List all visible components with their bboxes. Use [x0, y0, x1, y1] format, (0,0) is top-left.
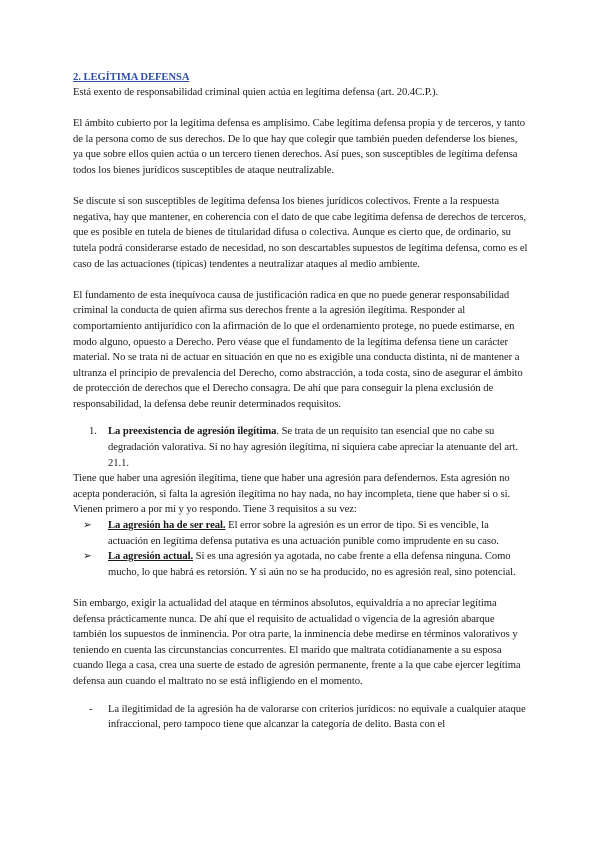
dash-bullet: -: [89, 703, 93, 715]
sub-item-text: Si es una agresión ya agotada, no cabe frente a ella defensa ninguna. Como mucho, lo que habrá es retorsión. Y si aún no se ha producido, no es agresión real, sino potencial.: [108, 551, 516, 578]
dash-item-text: La ilegitimidad de la agresión ha de valorarse con criterios jurídicos: no equivale a cualquier ataque infraccional, pero tampoco tiene que alcanzar la categoría de delito. Basta con el: [108, 703, 526, 731]
paragraph-imminence: Sin embargo, exigir la actualidad del ataque en términos absolutos, equivaldría a no apreciar legítima defensa prácticamente nunca. De ahí que el requisito de actualidad o vigencia de la agresión abarque también los supuestos de inminencia. Por otra parte, la inminencia debe medirse en términos valorativos y teniendo en cuenta las circunstancias concurrentes. El marido que maltrata cotidianamente a su esposa cuando llega a casa, crea una suerte de estado de agresión permanente, frente a la que cabe ejercer legítima defensa aun cuando el maltrato no se está infligiendo en el momento.: [73, 598, 521, 687]
sub-item-heading: La agresión ha de ser real.: [108, 520, 226, 532]
sub-list-item-actual: [73, 549, 529, 580]
paragraph-foundation: El fundamento de esta inequívoca causa de justificación radica en que no puede generar responsabilidad criminal la conducta de quien afirma sus derechos frente a la agresión ilegítima. Responder al comportamiento antijurídico con la afirmación de lo que el ordenamiento protege, no puede estimarse, en modo alguno, opuesto a Derecho. Pero véase que el fundamento de la legítima defensa tiene un carácter material. No se trata ni de actuar en situación en que no es exigible una conducta distinta, ni de mantener a ultranza el principio de prevalencia del Derecho, como abstracción, a toda costa, sino de asegurar el ámbito de protección de derechos que el Derecho consagra. De ahí que para conseguir la plena exclusión de responsabilidad, la defensa debe reunir determinados requisitos.: [73, 289, 523, 410]
sub-item-heading: La agresión actual.: [108, 551, 194, 563]
dash-list-item: [73, 702, 529, 733]
intro-paragraph: Está exento de responsabilidad criminal quien actúa en legítima defensa (art. 20.4C.P.).: [73, 87, 439, 98]
paragraph-collective-goods: Se discute si son susceptibles de legítima defensa los bienes jurídicos colectivos. Frente a la respuesta negativa, hay que mantener, en coherencia con el dato de que cabe legítima defensa de derechos de terceros, que es posible en tutela de bienes de titularidad difusa o colectiva. Aunque es cierto que, de ordinario, su tutela podrá considerarse estado de necesidad, no son descartables supuestos de legítima defensa, como es el caso de las actuaciones (típicas) tendentes a neutralizar ataques al medio ambiente.: [73, 196, 528, 270]
list-item-body: [88, 424, 529, 471]
sub-list-item-real: [73, 518, 529, 549]
paragraph-scope: El ámbito cubierto por la legítima defensa es amplísimo. Cabe legítima defensa propia y de terceros, y tanto de la persona como de sus derechos. De lo que hay que colegir que también pueden defenderse los bienes, ya que sobre ellos quien actúa o un tercero tienen derechos. Así pues, son susceptibles de legítima defensa todos los bienes jurídicos susceptibles de ataque neutralizable.: [73, 118, 526, 176]
sub-item-text: El error sobre la agresión es un error de tipo. Si es vencible, la actuación en legítima defensa putativa es una actuación punible como imprudente en su caso.: [108, 520, 499, 547]
arrow-bullet-icon: ➢: [83, 551, 92, 563]
paragraph-requirements: Tiene que haber una agresión ilegítima, tiene que haber una agresión para defendernos. Esta agresión no acepta ponderación, si falta la agresión ilegítima no hay nada, no hay incompleta, tiene que haber si o si. Vienen primero a por mí y yo respondo. Tiene 3 requisitos a su vez:: [73, 473, 511, 516]
section-title: 2. LEGÍTIMA DEFENSA: [73, 72, 190, 83]
numbered-list-item: [73, 424, 529, 471]
arrow-bullet-icon: ➢: [83, 520, 92, 532]
document-content: [73, 70, 529, 733]
list-number: 1.: [89, 426, 97, 438]
list-item-text: . Se trata de un requisito tan esencial que no cabe su degradación valorativa. Si no hay agresión ilegítima, ni siquiera cabe apreciar la atenuante del art. 21.1.: [108, 426, 518, 469]
list-item-heading: La preexistencia de agresión ilegítima: [108, 426, 277, 438]
